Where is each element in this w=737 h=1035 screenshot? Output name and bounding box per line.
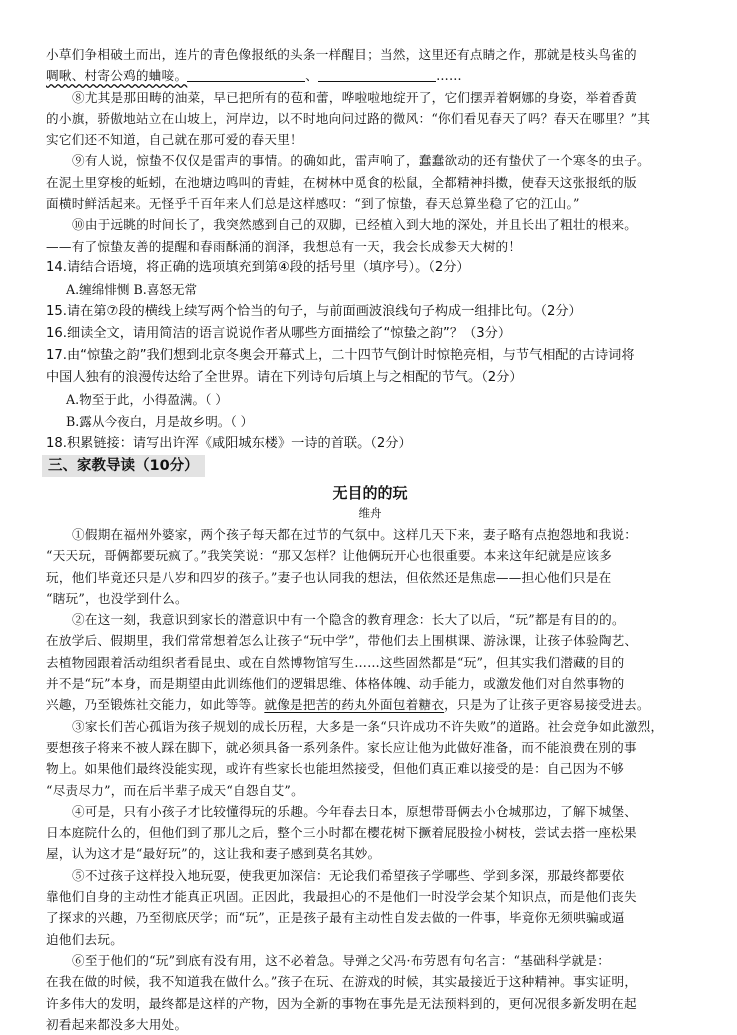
paragraph-2-line: 在放学后、假期里，我们常常想着怎么让孩子“玩中学”，带他们去上围棋课、游泳课，让孩子体验陶艺、	[46, 633, 638, 649]
text-span: ，只是为了让孩子更容易接受进去。	[444, 697, 650, 713]
question-14-options: A.缠绵悱恻 B.喜怒无常	[66, 281, 198, 297]
paragraph-5-line: ⑤不过孩子这样投入地玩耍，使我更加深信：无论我们希望孩子学哪些、学到多深，那最终都要依	[72, 867, 625, 883]
question-17: 17.由“惊蛰之韵”我们想到北京冬奥会开幕式上，二十四节气倒计时惊艳亮相，与节气相配的古诗词将	[46, 347, 635, 363]
paragraph-2-line	[46, 694, 694, 715]
paragraph-3-line: 要想孩子将来不被人踩在脚下，就必须具备一系列条件。家长应让他为此做好准备，而不能浪费在別的事	[46, 739, 637, 755]
passage-line-with-blanks: 啁啾、村寄公鸡的蛐唼。 、 ……	[46, 68, 462, 84]
paragraph-4-line: ④可是，只有小孩子才比较懂得玩的乐趣。今年春去日本，原想带哥俩去小仓城那边，了解下城堡、	[72, 803, 638, 819]
wavy-underlined-sentence: 啁啾、村寄公鸡的蛐唼。	[46, 68, 188, 84]
paragraph-10-line: ⑩由于远眺的时间长了，我突然感到自己的双脚，已经植入到大地的深处，并且长出了粗壮的根来。	[72, 217, 638, 233]
paragraph-6-line: ⑥至于他们的“玩”到底有没有用，这不必着急。导弹之父冯·布劳恩有句名言：“基础科学就是：	[72, 952, 611, 968]
section-heading: 三、家教导读（10分）	[42, 455, 205, 477]
paragraph-3-line: ③家长们苦心孤诣为孩子规划的成长历程，大多是一条“只许成功不许失败”的道路。社会竞争如此激烈，	[72, 718, 664, 734]
paragraph-8-line: 的小旗，骄傲地站立在山坡上，河岸边，以不时地向问过路的微风：“你们看见春天了吗？春天在哪里？”其	[46, 110, 651, 126]
question-16: 16.细读全文，请用简洁的语言说说作者从哪些方面描绘了“惊蛰之韵”？（3分）	[46, 325, 512, 341]
paragraph-6-line: 在我在做的时候，我不知道我在做什么。”孩子在玩、在游戏的时候，其实最接近于这种精神。事实证明，	[46, 974, 638, 990]
question-18: 18.积累链接：请写出许浑《咸阳城东楼》一诗的首联。（2分）	[46, 435, 412, 451]
ellipsis: ……	[436, 68, 462, 84]
text-span: 兴趣，乃至锻炼社交能力，如此等等。	[46, 697, 265, 713]
paragraph-2-line: ②在这一刻，我意识到家长的潜意识中有一个隐含的教育理念：长大了以后，“玩”都是有目的的。	[72, 612, 625, 628]
question-17-option-a: A.物至于此，小得盈满。（ ）	[66, 391, 228, 407]
paragraph-5-line: 迫他们去玩。	[46, 931, 124, 947]
question-17-cont: 中国人独有的浪漫传达给了全世界。请在下列诗句后填上与之相配的节气。（2分）	[46, 369, 523, 385]
paragraph-9-line: ⑨有人说，惊蛰不仅仅是雷声的事情。的确如此，雷声响了，蠢蠢欲动的还有蛰伏了一个寒冬的虫子。	[72, 153, 650, 169]
paragraph-2-line: 去植物园跟着活动组织者看昆虫、或在自然博物馆写生……这些固然都是“玩”，但其实我们潜藏的目的	[46, 654, 625, 670]
paragraph-5-line: 了探求的兴趣，乃至彻底厌学；而“玩”，正是孩子最有主动性自发去做的一件事，毕竟你无须哄骗或逼	[46, 910, 625, 926]
paragraph-4-line: 屋，认为这才是“最好玩”的，这让我和妻子感到莫名其妙。	[46, 846, 381, 862]
section-heading-row	[46, 455, 694, 477]
question-17-option-b: B.露从今夜白，月是故乡明。（ ）	[66, 413, 254, 429]
paragraph-1-line: 玩，他们毕竟还只是八岁和四岁的孩子。”妻子也认同我的想法，但依然还是焦虑——担心他们只是在	[46, 569, 612, 585]
paragraph-6-line: 许多伟大的发明，最终都是这样的产物，因为全新的事物在事先是无法预料到的，更何况很多新发明在起	[46, 995, 637, 1011]
paragraph-1-line: “天天玩，哥俩都要玩疯了。”我笑笑说：“那又怎样？让他俩玩开心也很重要。本来这年纪就是应该多	[46, 548, 613, 564]
article-author: 维舟	[358, 505, 382, 520]
underlined-sentence: 就像是把苦的药丸外面包着糖衣	[264, 697, 445, 713]
answer-blank-1[interactable]	[187, 67, 305, 82]
exam-page	[46, 44, 694, 1035]
paragraph-3-line: 物上。如果他们最终没能实现，或许有些家长也能坦然接受，但他们真正难以接受的是：自己因为不够	[46, 761, 624, 777]
paragraph-8-line: 实它们还不知道，自己就在那可爱的春天里！	[46, 132, 303, 148]
paragraph-5-line: 靠他们自身的主动性才能真正巩固。正因此，我最担心的不是他们一时没学会某个知识点，而是他们丧失	[46, 889, 637, 905]
paragraph-3-line: “尽责尽力”，而在后半辈子成天“自怨自艾”。	[46, 782, 304, 798]
paragraph-1-line: ①假期在福州外婆家，两个孩子每天都在过节的气氛中。这样几天下来，妻子略有点抱怨地和我说：	[72, 526, 638, 542]
question-15: 15.请在第⑦段的横线上续写两个恰当的句子，与前面画波浪线句子构成一组排比句。（2分）	[46, 303, 582, 319]
paragraph-9-line: 面横时鲜活起来。无怪乎千百年来人们总是这样感叹：“到了惊蛰，春天总算坐稳了它的江山。”	[46, 196, 580, 212]
paragraph-10-line: ——有了惊蛰友善的提醒和春雨酥涌的润泽，我想总有一天，我会长成参天大树的！	[46, 238, 522, 254]
paragraph-8-line: ⑧尤其是那田畴的油菜，早已把所有的苞和蕾，哗啦啦地绽开了，它们摆弄着婀娜的身姿，举着香黄	[72, 89, 638, 105]
paragraph-9-line: 在泥土里穿梭的蚯蚓，在池塘边鸣叫的青蛙，在树林中觅食的松鼠，全都精神抖擞，使春天这张报纸的版	[46, 174, 637, 190]
question-14: 14.请结合语境，将正确的选项填充到第④段的括号里（填序号）。（2分）	[46, 259, 470, 275]
paragraph-1-line: “瞎玩”，也没学到什么。	[46, 590, 188, 606]
answer-blank-2[interactable]	[318, 67, 436, 82]
passage-line: 小草们争相破土而出，连片的青色像报纸的头条一样醒目；当然，这里还有点睛之作，那就是枝头鸟雀的	[46, 47, 637, 62]
paragraph-2-line: 并不是“玩”本身，而是期望由此训练他们的逻辑思维、体格体魄、动手能力，或激发他们对自然事物的	[46, 676, 625, 692]
paragraph-4-line: 日本庭院什么的，但他们到了那儿之后，整个三小时都在樱花树下撅着屁股捡小树枝，尝试去搭一座松果	[46, 825, 637, 841]
article-title: 无目的的玩	[332, 483, 408, 502]
paragraph-6-line: 初看起来都没多大用处。	[46, 1016, 188, 1032]
